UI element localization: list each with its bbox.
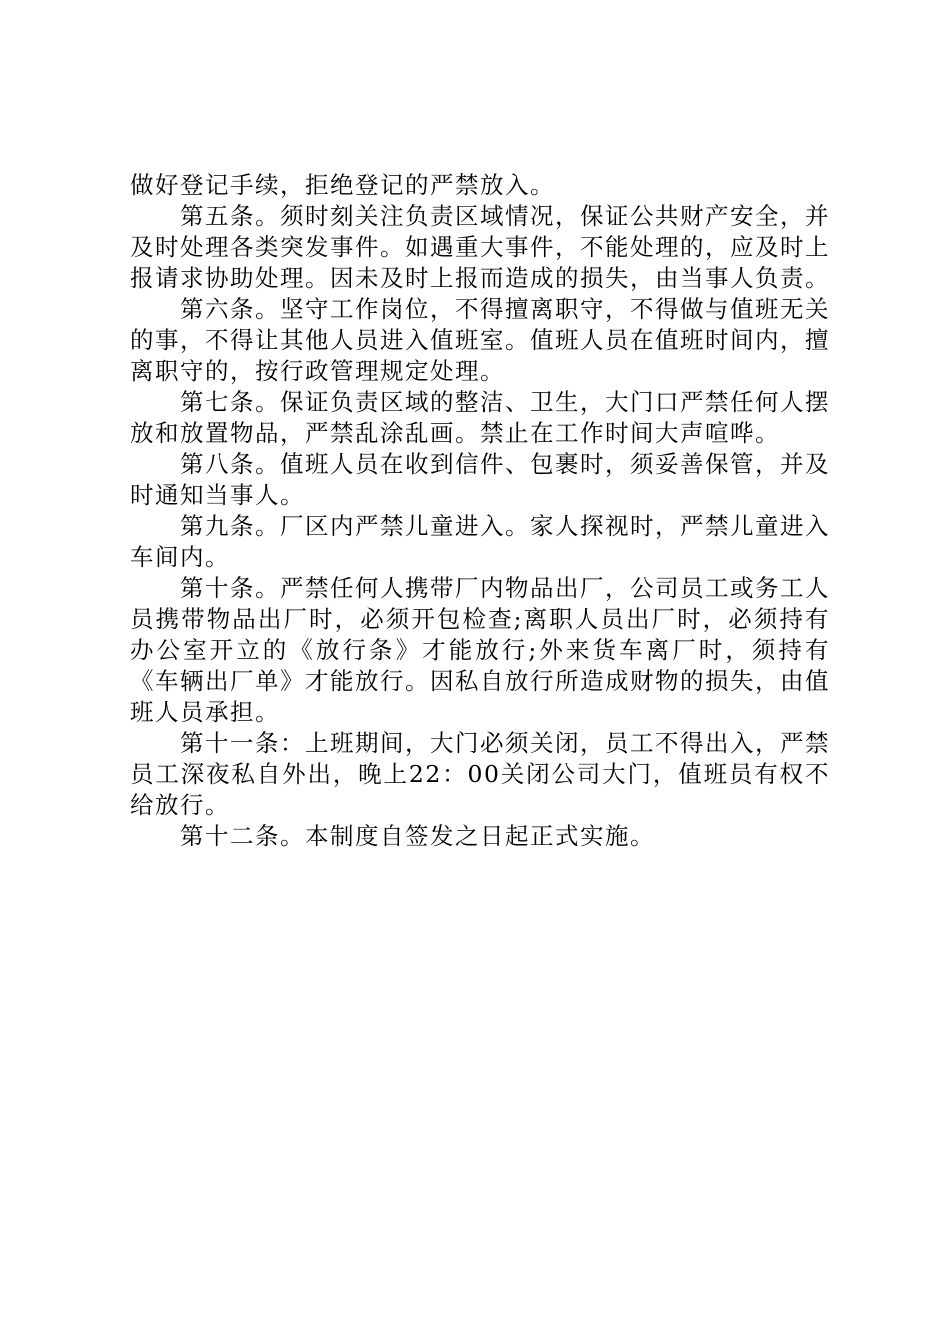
paragraph-continuation: 做好登记手续，拒绝登记的严禁放入。 xyxy=(130,171,555,199)
document-body xyxy=(130,170,830,852)
paragraph-article-5: 第五条。须时刻关注负责区域情况，保证公共财产安全，并及时处理各类突发事件。如遇重大事件，不能处理的，应及时上报请求协助处理。因未及时上报而造成的损失，由当事人负责。 xyxy=(130,202,830,292)
paragraph-article-9: 第九条。厂区内严禁儿童进入。家人探视时，严禁儿童进入车间内。 xyxy=(130,512,830,571)
paragraph-article-6: 第六条。坚守工作岗位，不得擅离职守，不得做与值班无关的事，不得让其他人员进入值班室。值班人员在值班时间内，擅离职守的，按行政管理规定处理。 xyxy=(130,295,830,385)
paragraph-article-12: 第十二条。本制度自签发之日起正式实施。 xyxy=(180,822,655,850)
paragraph-article-8: 第八条。值班人员在收到信件、包裹时，须妥善保管，并及时通知当事人。 xyxy=(130,450,830,509)
paragraph-article-11: 第十一条：上班期间，大门必须关闭，员工不得出入，严禁员工深夜私自外出，晚上22：00关闭公司大门，值班员有权不给放行。 xyxy=(130,729,830,819)
paragraph-article-7: 第七条。保证负责区域的整洁、卫生，大门口严禁任何人摆放和放置物品，严禁乱涂乱画。禁止在工作时间大声喧哗。 xyxy=(130,388,830,447)
paragraph-article-10: 第十条。严禁任何人携带厂内物品出厂，公司员工或务工人员携带物品出厂时，必须开包检查;离职人员出厂时，必须持有办公室开立的《放行条》才能放行;外来货车离厂时，须持有《车辆出厂单》才能放行。因私自放行所造成财物的损失，由值班人员承担。 xyxy=(130,574,830,726)
